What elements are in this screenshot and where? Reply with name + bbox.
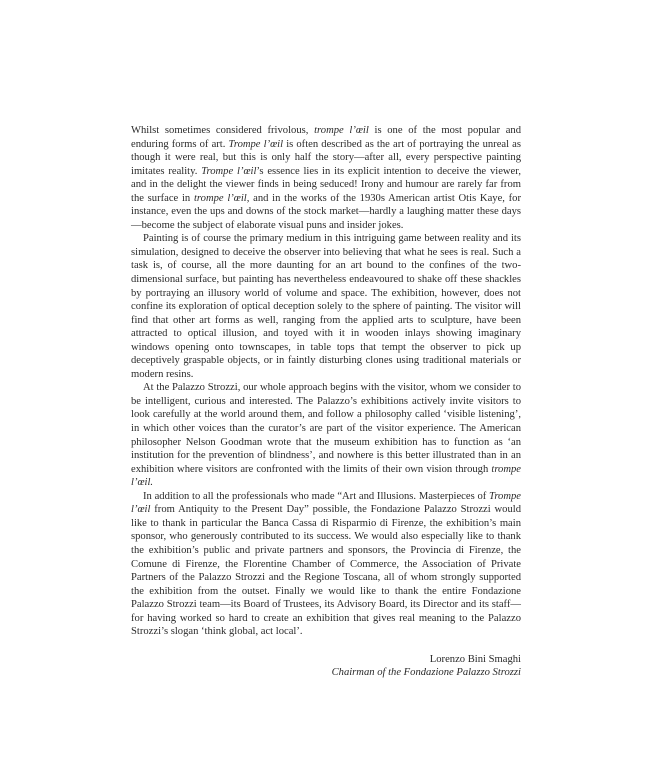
- text-run: from Antiquity to the Present Day” possible, the Fondazione Palazzo Strozzi would like to thank in particular the Banca Cassa di Risparmio di Firenze, the exhibition’s main sponsor, who generously contributed to its success. We would also especially like to thank the exhibition’s public and private partners and sponsors, the Provincia di Firenze, the Comune di Firenze, the Florentine Chamber of Commerce, the Association of Private Partners of the Palazzo Strozzi and the Regione Toscana, all of whom strongly supported the exhibition from the outset. Finally we would like to thank the entire Fondazione Palazzo Strozzi team—its Board of Trustees, its Advisory Board, its Director and its staff—for having worked so hard to create an exhibition that gives real meaning to the Palazzo Strozzi’s slogan ‘think global, act local’.: [131, 504, 521, 638]
- text-run: In addition to all the professionals who made “Art and Illusions. Masterpieces of: [143, 490, 490, 502]
- signature-role: Chairman of the Fondazione Palazzo Strozzi: [331, 667, 521, 679]
- paragraph: [131, 490, 521, 639]
- text-run: ’s essence lies in its explicit intention to deceive the viewer, and in the delight the viewer finds in being seduced! Irony and humour are rarely far from the surface in: [131, 165, 522, 204]
- italic-run: Trompe l’œil: [131, 490, 521, 516]
- italic-run: Trompe l’œil: [201, 165, 257, 177]
- italic-run: trompe l’œil: [314, 125, 369, 136]
- paragraph: [131, 232, 521, 381]
- italic-run: trompe l’œil,: [193, 192, 250, 204]
- document-page: [131, 124, 521, 680]
- paragraph: [131, 124, 521, 232]
- text-run: At the Palazzo Strozzi, our whole approach begins with the visitor, whom we consider to be intelligent, curious and interested. The Palazzo’s exhibitions actively invite visitors to look carefully at the world around them, and follow a philosophy called ‘visible listening’, in which other voices than the curator’s are part of the visitor experience. The American philosopher Nelson Goodman wrote that the museum exhibition has to function as ‘an institution for the prevention of blindness’, and nowhere is this better illustrated than in an exhibition where visitors are confronted with the limits of their own vision through: [131, 382, 521, 475]
- text-run: Whilst sometimes considered frivolous,: [131, 125, 315, 136]
- text-run: is one of the most popular and enduring forms of art.: [131, 125, 521, 150]
- italic-run: Trompe l’œil: [228, 138, 284, 150]
- text-run: Painting is of course the primary medium in this intriguing game between reality and its simulation, designed to deceive the observer into believing that what he sees is real. Such a task is, of course, all the more daunting for an art bound to the confines of the two-dimensional surface, but painting has nevertheless endeavoured to shake off these shackles by portraying an illusory world of volume and space. The exhibition, however, does not confine its exploration of optical deception solely to the sphere of painting. The visitor will find that other art forms as well, ranging from the applied arts to sculpture, have been attracted to optical illusion, and toyed with it in wooden inlays showing imaginary windows opening onto townscapes, in table tops that tempt the observer to pick up deceptively graspable objects, or in faintly disturbing clones using traditional materials or modern resins.: [131, 233, 521, 380]
- paragraph: [131, 381, 521, 489]
- text-run: is often described as the art of portraying the unreal as though it were real, but this is only half the story—after all, every perspective painting imitates reality.: [131, 138, 521, 177]
- body-text: [131, 124, 521, 639]
- signature-block: [131, 653, 521, 680]
- signature-name: Lorenzo Bini Smaghi: [429, 653, 521, 665]
- italic-run: trompe l’œil.: [131, 463, 521, 489]
- text-run: and in the works of the 1930s American artist Otis Kaye, for instance, even the ups and downs of the stock market—hardly a laughing matter these days—become the subject of elaborate visual puns and insider jokes.: [131, 192, 522, 231]
